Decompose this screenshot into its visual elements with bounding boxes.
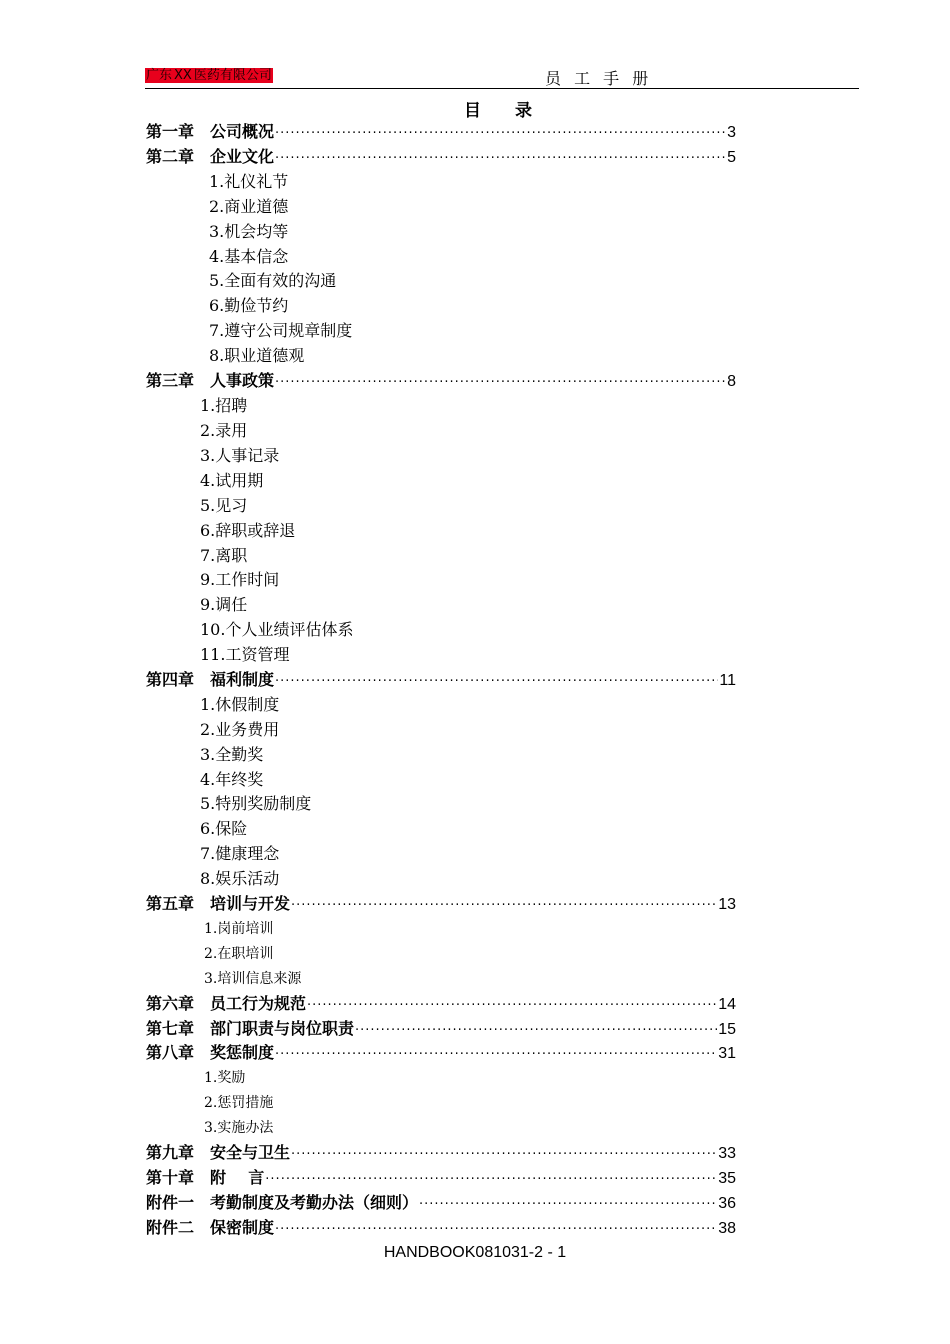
- chapter-title: 公司概况: [210, 122, 275, 141]
- chapter-number: 第九章: [146, 1143, 195, 1162]
- chapter-title: 企业文化: [210, 147, 275, 166]
- toc-subitem[interactable]: 2.业务费用: [200, 720, 280, 739]
- toc-chapter-9[interactable]: [146, 1141, 736, 1165]
- dot-leader: [275, 670, 718, 694]
- chapter-number: 第五章: [146, 894, 195, 913]
- toc-chapter-4[interactable]: [146, 668, 736, 692]
- chapter-page: 31: [718, 1045, 736, 1062]
- toc-chapter-10[interactable]: [146, 1166, 736, 1190]
- chapter-title: 福利制度: [210, 670, 275, 689]
- dot-leader: [275, 1043, 717, 1067]
- dot-leader: [291, 1143, 717, 1167]
- dot-leader: [291, 894, 717, 918]
- toc-subitem[interactable]: 11.工资管理: [200, 645, 290, 664]
- toc-title: 目 录: [464, 101, 546, 121]
- company-mid: XX: [174, 68, 192, 83]
- chapter-number: 附件一: [146, 1193, 195, 1212]
- toc-subitem[interactable]: 3.培训信息来源: [204, 971, 302, 987]
- dot-leader: [419, 1193, 717, 1217]
- chapter-number: 第十章: [146, 1168, 195, 1187]
- chapter-page: 5: [727, 149, 736, 166]
- toc-subitem[interactable]: 1.礼仪礼节: [209, 172, 289, 191]
- toc-subitem[interactable]: 5.特别奖励制度: [200, 794, 312, 813]
- chapter-number: 第四章: [146, 670, 195, 689]
- chapter-page: 14: [718, 996, 736, 1013]
- toc-subitem[interactable]: 5.见习: [200, 496, 248, 515]
- toc-subitem[interactable]: 2.在职培训: [204, 946, 274, 962]
- dot-leader: [355, 1019, 717, 1043]
- toc-subitem[interactable]: 9.调任: [200, 595, 248, 614]
- toc-subitem[interactable]: 4.基本信念: [209, 247, 289, 266]
- toc-subitem[interactable]: 2.商业道德: [209, 197, 289, 216]
- chapter-title: 考勤制度及考勤办法（细则）: [210, 1193, 419, 1212]
- toc-subitem[interactable]: 7.健康理念: [200, 844, 280, 863]
- chapter-number: 第七章: [146, 1019, 195, 1038]
- chapter-title: 人事政策: [210, 371, 275, 390]
- chapter-number: 第一章: [146, 122, 195, 141]
- dot-leader: [307, 994, 717, 1018]
- chapter-page: 36: [718, 1195, 736, 1212]
- chapter-page: 13: [718, 896, 736, 913]
- chapter-number: 附件二: [146, 1218, 195, 1237]
- chapter-page: 35: [718, 1170, 736, 1187]
- toc-subitem[interactable]: 6.保险: [200, 819, 248, 838]
- toc-subitem[interactable]: 7.遵守公司规章制度: [209, 321, 353, 340]
- toc-subitem[interactable]: 2.惩罚措施: [204, 1095, 274, 1111]
- toc-subitem[interactable]: 4.试用期: [200, 471, 264, 490]
- toc-appendix-2[interactable]: [146, 1216, 736, 1240]
- toc-chapter-5[interactable]: [146, 892, 736, 916]
- chapter-number: 第二章: [146, 147, 195, 166]
- toc-appendix-1[interactable]: [146, 1191, 736, 1215]
- chapter-page: 3: [727, 124, 736, 141]
- toc-subitem[interactable]: 7.离职: [200, 546, 248, 565]
- chapter-title: 附 言: [210, 1168, 265, 1187]
- toc-subitem[interactable]: 5.全面有效的沟通: [209, 271, 337, 290]
- toc-chapter-8[interactable]: [146, 1041, 736, 1065]
- chapter-title: 奖惩制度: [210, 1043, 275, 1062]
- company-name: [145, 68, 273, 84]
- toc-subitem[interactable]: 6.辞职或辞退: [200, 521, 296, 540]
- chapter-title: 保密制度: [210, 1218, 275, 1237]
- toc-subitem[interactable]: 3.实施办法: [204, 1120, 274, 1136]
- toc-chapter-2[interactable]: [146, 145, 736, 169]
- chapter-number: 第八章: [146, 1043, 195, 1062]
- toc-subitem[interactable]: 1.岗前培训: [204, 921, 274, 937]
- manual-title: 员 工 手 册: [545, 69, 653, 88]
- toc-chapter-7[interactable]: [146, 1017, 736, 1041]
- chapter-number: 第六章: [146, 994, 195, 1013]
- toc-subitem[interactable]: 1.休假制度: [200, 695, 280, 714]
- chapter-page: 11: [719, 672, 736, 689]
- toc-subitem[interactable]: 6.勤俭节约: [209, 296, 289, 315]
- chapter-number: 第三章: [146, 371, 195, 390]
- toc-chapter-3[interactable]: [146, 369, 736, 393]
- dot-leader: [275, 1218, 717, 1242]
- chapter-page: 38: [718, 1220, 736, 1237]
- toc-subitem[interactable]: 8.娱乐活动: [200, 869, 280, 888]
- toc-subitem[interactable]: 2.录用: [200, 421, 248, 440]
- toc-subitem[interactable]: 3.人事记录: [200, 446, 280, 465]
- chapter-title: 员工行为规范: [210, 994, 307, 1013]
- page-footer: HANDBOOK081031-2 - 1: [383, 1244, 567, 1261]
- toc-subitem[interactable]: 4.年终奖: [200, 770, 264, 789]
- page-header: [145, 66, 859, 89]
- toc-subitem[interactable]: 1.奖励: [204, 1070, 246, 1086]
- toc-subitem[interactable]: 3.机会均等: [209, 222, 289, 241]
- toc-subitem[interactable]: 3.全勤奖: [200, 745, 264, 764]
- toc-subitem[interactable]: 1.招聘: [200, 396, 248, 415]
- toc-chapter-6[interactable]: [146, 992, 736, 1016]
- chapter-title: 培训与开发: [210, 894, 291, 913]
- dot-leader: [275, 371, 726, 395]
- toc-chapter-1[interactable]: [146, 120, 736, 144]
- company-suffix: 医药有限公司: [193, 68, 272, 83]
- dot-leader: [265, 1168, 717, 1192]
- dot-leader: [275, 147, 726, 171]
- chapter-page: 33: [718, 1145, 736, 1162]
- company-prefix: 广东: [146, 68, 173, 83]
- dot-leader: [275, 122, 726, 146]
- chapter-page: 15: [718, 1021, 736, 1038]
- toc-subitem[interactable]: 9.工作时间: [200, 570, 280, 589]
- toc-subitem[interactable]: 8.职业道德观: [209, 346, 305, 365]
- toc-subitem[interactable]: 10.个人业绩评估体系: [200, 620, 354, 639]
- chapter-page: 8: [727, 373, 736, 390]
- chapter-title: 安全与卫生: [210, 1143, 291, 1162]
- chapter-title: 部门职责与岗位职责: [210, 1019, 355, 1038]
